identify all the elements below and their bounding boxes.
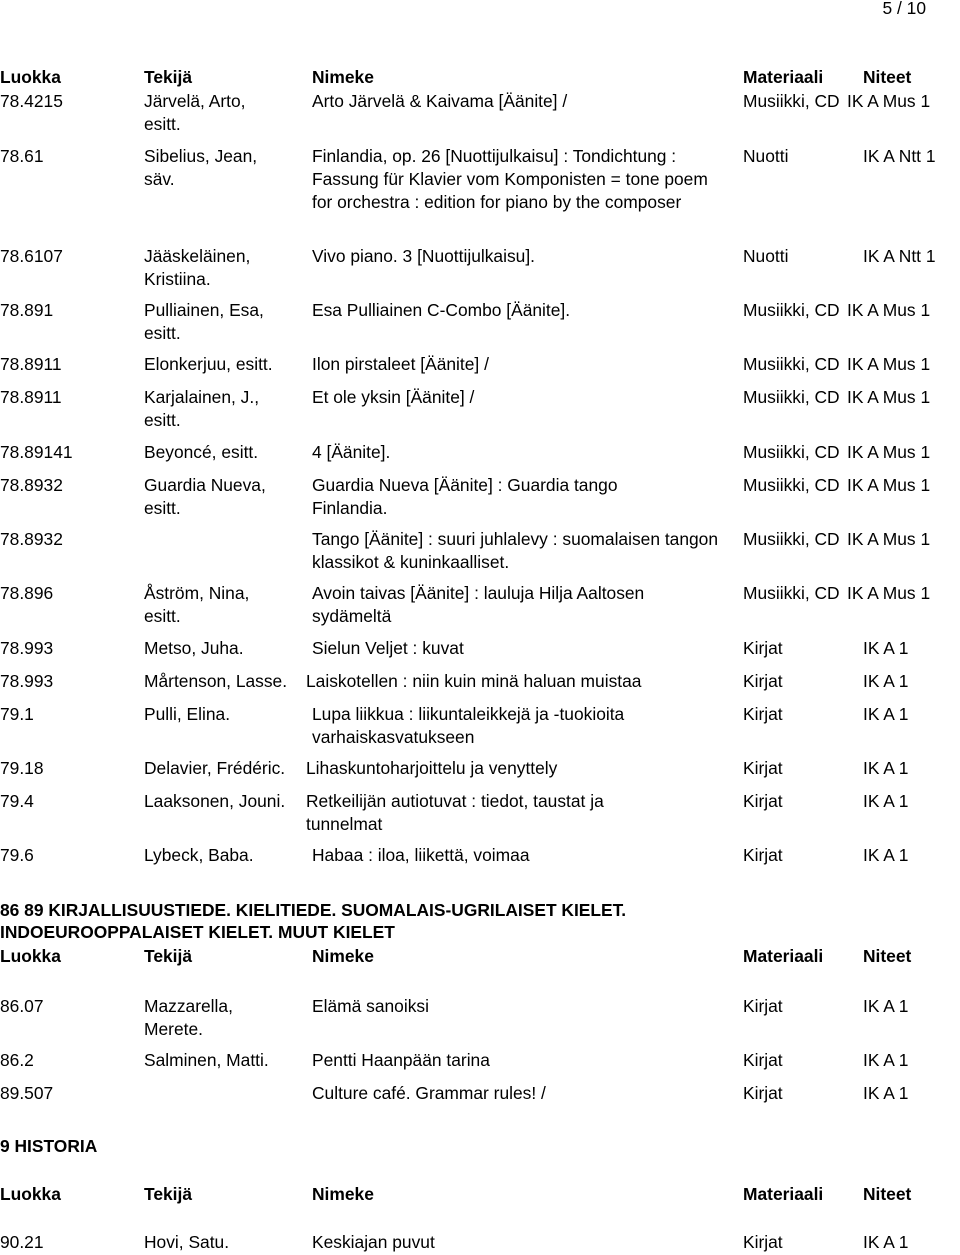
row-nimeke: Laiskotellen : niin kuin minä haluan muistaa (306, 671, 642, 691)
row-luokka: 86.2 (0, 1050, 34, 1070)
row-nimeke: Habaa : iloa, liikettä, voimaa (312, 845, 530, 865)
row-tekija: Karjalainen, J., esitt. (144, 387, 260, 430)
row-niteet: IK A 1 (863, 1050, 909, 1070)
row-materiaali: Kirjat (743, 1050, 783, 1070)
row-materiaali: Kirjat (743, 758, 783, 778)
row-nimeke: Sielun Veljet : kuvat (312, 638, 464, 658)
row-tekija: Mårtenson, Lasse. (144, 671, 288, 691)
row-tekija: Järvelä, Arto, esitt. (144, 91, 246, 134)
header-nimeke: Nimeke (312, 1184, 374, 1204)
row-nimeke: Tango [Äänite] : suuri juhlalevy : suomalaisen tangon klassikot & kuninkaalliset. (312, 529, 719, 572)
row-materiaali: Nuotti (743, 146, 789, 166)
row-luokka: 78.993 (0, 671, 54, 691)
row-nimeke: Keskiajan puvut (312, 1232, 435, 1252)
row-luokka: 78.61 (0, 146, 44, 166)
row-materiaali: Kirjat (743, 791, 783, 811)
row-luokka: 79.4 (0, 791, 34, 811)
row-luokka: 79.1 (0, 704, 34, 724)
row-tekija: Guardia Nueva, esitt. (144, 475, 266, 518)
row-luokka: 79.6 (0, 845, 34, 865)
row-niteet: IK A Ntt 1 (863, 246, 936, 266)
row-niteet: IK A 1 (863, 704, 909, 724)
row-materiaali: Kirjat (743, 671, 783, 691)
row-luokka: 78.6107 (0, 246, 63, 266)
row-nimeke: Esa Pulliainen C-Combo [Äänite]. (312, 300, 571, 320)
row-niteet: IK A Mus 1 (847, 475, 931, 495)
row-niteet: IK A 1 (863, 791, 909, 811)
row-materiaali: Kirjat (743, 996, 783, 1016)
row-materiaali: Nuotti (743, 246, 789, 266)
row-nimeke: Pentti Haanpään tarina (312, 1050, 490, 1070)
header-niteet: Niteet (863, 1184, 912, 1204)
row-materiaali: Musiikki, CD (743, 442, 840, 462)
row-materiaali: Musiikki, CD (743, 354, 840, 374)
row-nimeke: Ilon pirstaleet [Äänite] / (312, 354, 489, 374)
row-luokka: 86.07 (0, 996, 44, 1016)
row-luokka: 78.89141 (0, 442, 73, 462)
row-luokka: 78.8932 (0, 529, 63, 549)
row-materiaali: Kirjat (743, 845, 783, 865)
row-materiaali: Musiikki, CD (743, 387, 840, 407)
row-luokka: 78.896 (0, 583, 54, 603)
row-nimeke: Guardia Nueva [Äänite] : Guardia tango Finlandia. (312, 475, 618, 518)
header-materiaali: Materiaali (743, 67, 824, 87)
row-nimeke: Vivo piano. 3 [Nuottijulkaisu]. (312, 246, 535, 266)
row-materiaali: Musiikki, CD (743, 300, 840, 320)
row-luokka: 78.891 (0, 300, 54, 320)
row-nimeke: Avoin taivas [Äänite] : lauluja Hilja Aaltosen sydämeltä (312, 583, 645, 626)
header-niteet: Niteet (863, 946, 912, 966)
row-tekija: Åström, Nina, esitt. (144, 583, 250, 626)
row-niteet: IK A Mus 1 (847, 91, 931, 111)
page-number: 5 / 10 (882, 0, 926, 18)
row-luokka: 79.18 (0, 758, 44, 778)
row-nimeke: Finlandia, op. 26 [Nuottijulkaisu] : Tondichtung : Fassung für Klavier vom Komponisten = tone poem for orchestra : edition for piano by the composer (312, 146, 708, 212)
row-nimeke: 4 [Äänite]. (312, 442, 391, 462)
row-niteet: IK A 1 (863, 758, 909, 778)
row-materiaali: Kirjat (743, 1083, 783, 1103)
header-tekija: Tekijä (144, 67, 193, 87)
row-luokka: 89.507 (0, 1083, 54, 1103)
row-luokka: 78.8932 (0, 475, 63, 495)
header-materiaali: Materiaali (743, 946, 824, 966)
row-nimeke: Retkeilijän autiotuvat : tiedot, taustat ja tunnelmat (306, 791, 604, 834)
row-niteet: IK A Mus 1 (847, 387, 931, 407)
row-materiaali: Musiikki, CD (743, 529, 840, 549)
header-nimeke: Nimeke (312, 67, 374, 87)
row-nimeke: Lihaskuntoharjoittelu ja venyttely (306, 758, 558, 778)
header-nimeke: Nimeke (312, 946, 374, 966)
row-tekija: Beyoncé, esitt. (144, 442, 259, 462)
row-tekija: Laaksonen, Jouni. (144, 791, 286, 811)
row-luokka: 78.4215 (0, 91, 63, 111)
row-luokka: 90.21 (0, 1232, 44, 1252)
header-luokka: Luokka (0, 67, 61, 87)
section-title: 86 89 KIRJALLISUUSTIEDE. KIELITIEDE. SUOMALAIS-UGRILAISET KIELET. (0, 900, 627, 920)
row-materiaali: Musiikki, CD (743, 91, 840, 111)
row-luokka: 78.993 (0, 638, 54, 658)
row-materiaali: Kirjat (743, 704, 783, 724)
row-luokka: 78.8911 (0, 354, 62, 374)
row-materiaali: Kirjat (743, 1232, 783, 1252)
row-niteet: IK A 1 (863, 845, 909, 865)
row-tekija: Pulli, Elina. (144, 704, 231, 724)
header-tekija: Tekijä (144, 1184, 193, 1204)
header-tekija: Tekijä (144, 946, 193, 966)
row-nimeke: Lupa liikkua : liikuntaleikkejä ja -tuokioita varhaiskasvatukseen (312, 704, 625, 747)
header-luokka: Luokka (0, 946, 61, 966)
row-nimeke: Elämä sanoiksi (312, 996, 429, 1016)
row-niteet: IK A Mus 1 (847, 354, 931, 374)
row-tekija: Lybeck, Baba. (144, 845, 254, 865)
row-niteet: IK A Ntt 1 (863, 146, 936, 166)
row-niteet: IK A 1 (863, 638, 909, 658)
row-materiaali: Kirjat (743, 638, 783, 658)
row-nimeke: Arto Järvelä & Kaivama [Äänite] / (312, 91, 568, 111)
row-tekija: Jääskeläinen, Kristiina. (144, 246, 251, 289)
header-luokka: Luokka (0, 1184, 61, 1204)
row-niteet: IK A 1 (863, 671, 909, 691)
row-niteet: IK A Mus 1 (847, 529, 931, 549)
row-tekija: Sibelius, Jean, säv. (144, 146, 258, 189)
row-tekija: Pulliainen, Esa, esitt. (144, 300, 264, 343)
row-tekija: Metso, Juha. (144, 638, 244, 658)
row-niteet: IK A 1 (863, 1232, 909, 1252)
row-tekija: Delavier, Frédéric. (144, 758, 286, 778)
row-materiaali: Musiikki, CD (743, 583, 840, 603)
header-materiaali: Materiaali (743, 1184, 824, 1204)
section-title-line2: INDOEUROOPPALAISET KIELET. MUUT KIELET (0, 922, 395, 942)
row-niteet: IK A Mus 1 (847, 442, 931, 462)
row-niteet: IK A Mus 1 (847, 583, 931, 603)
row-nimeke: Culture café. Grammar rules! / (312, 1083, 546, 1103)
row-tekija: Salminen, Matti. (144, 1050, 269, 1070)
row-luokka: 78.8911 (0, 387, 62, 407)
row-niteet: IK A Mus 1 (847, 300, 931, 320)
row-tekija: Elonkerjuu, esitt. (144, 354, 273, 374)
section-title: 9 HISTORIA (0, 1136, 98, 1156)
header-niteet: Niteet (863, 67, 912, 87)
row-nimeke: Et ole yksin [Äänite] / (312, 387, 475, 407)
row-tekija: Mazzarella, Merete. (144, 996, 233, 1039)
row-tekija: Hovi, Satu. (144, 1232, 230, 1252)
row-materiaali: Musiikki, CD (743, 475, 840, 495)
row-niteet: IK A 1 (863, 1083, 909, 1103)
row-niteet: IK A 1 (863, 996, 909, 1016)
